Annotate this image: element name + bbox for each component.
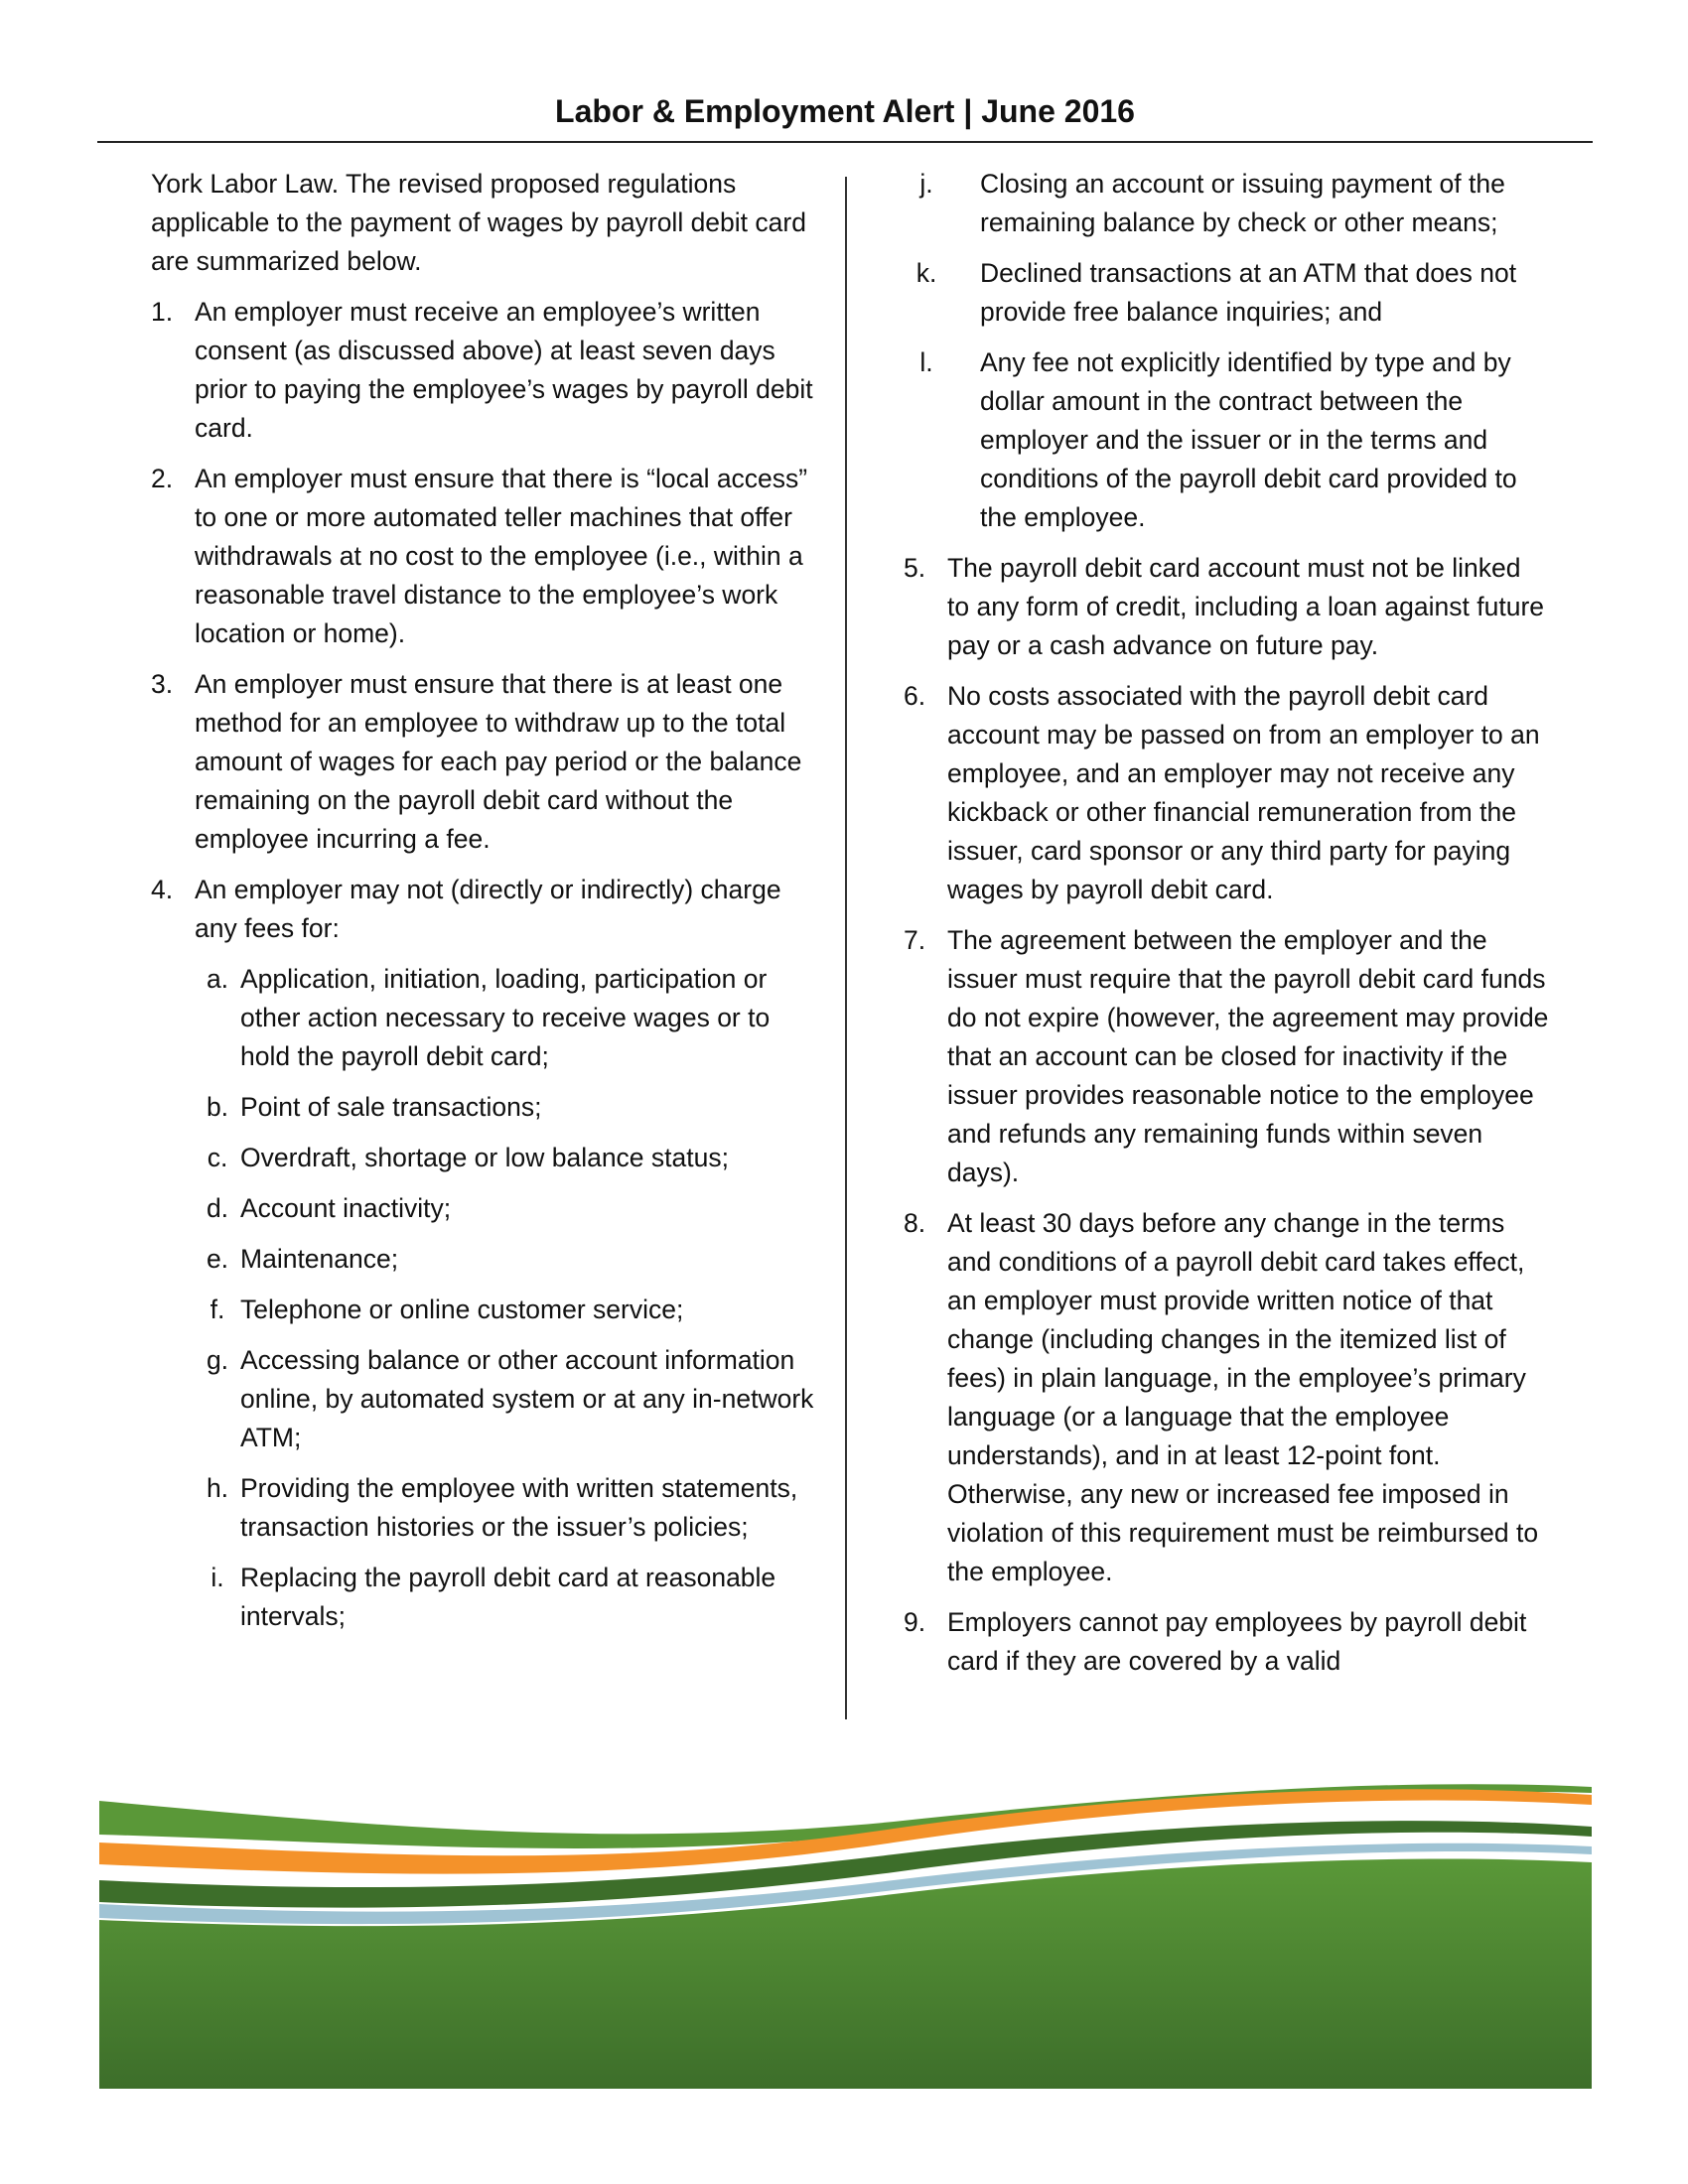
list-number: 3. xyxy=(151,669,174,699)
sublist-text: Point of sale transactions; xyxy=(240,1092,542,1122)
sublist-text: Accessing balance or other account information online, by automated system or at any in-network ATM; xyxy=(240,1345,814,1452)
list-text: No costs associated with the payroll debit card account may be passed on from an employer to an employee, and an employer may not receive any kickback or other financial remuneration from the issuer, card sponsor or any third party for paying wages by payroll debit card. xyxy=(947,681,1540,904)
list-text: Employers cannot pay employees by payroll debit card if they are covered by a valid xyxy=(947,1607,1527,1676)
list-text: The payroll debit card account must not be linked to any form of credit, including a loan against future pay or a cash advance on future pay. xyxy=(947,553,1545,660)
sublist-text: Application, initiation, loading, participation or other action necessary to receive wages or to hold the payroll debit card; xyxy=(240,964,771,1071)
list-text: The agreement between the employer and the issuer must require that the payroll debit card funds do not expire (however, the agreement may provide that an account can be closed for inactivity if the issuer provides reasonable notice to the employee and refunds any remaining funds within seven days). xyxy=(947,925,1549,1187)
list-number: 4. xyxy=(151,875,174,904)
sublist-letter: g. xyxy=(206,1345,229,1375)
sublist-letter: b. xyxy=(206,1092,229,1122)
sublist-letter: j. xyxy=(919,169,933,199)
sublist-text: Replacing the payroll debit card at reasonable intervals; xyxy=(240,1563,776,1631)
list-number: 6. xyxy=(904,681,926,711)
sublist-letter: e. xyxy=(206,1244,229,1274)
list-text: An employer must ensure that there is at least one method for an employee to withdraw up to the total amount of wages for each pay period or the balance remaining on the payroll debit card without the employee incurring a fee. xyxy=(195,669,802,854)
sublist-letter: c. xyxy=(207,1143,228,1172)
sublist-text: Overdraft, shortage or low balance status; xyxy=(240,1143,729,1172)
list-text: An employer must receive an employee’s written consent (as discussed above) at least seven days prior to paying the employee’s wages by payroll debit card. xyxy=(195,297,813,443)
list-text: At least 30 days before any change in the terms and conditions of a payroll debit card takes effect, an employer must provide written notice of that change (including changes in the itemized list of fees) in plain language, in the employee’s primary language (or a language that the employee understands), and in at least 12-point font. Otherwise, any new or increased fee imposed in violation of this requirement must be reimbursed to the employee. xyxy=(947,1208,1539,1586)
sublist-letter: a. xyxy=(206,964,229,994)
sublist-text: Maintenance; xyxy=(240,1244,399,1274)
list-number: 1. xyxy=(151,297,174,327)
list-text: An employer must ensure that there is “local access” to one or more automated teller machines that offer withdrawals at no cost to the employee (i.e., within a reasonable travel distance to the employee’s work location or home). xyxy=(195,464,808,648)
sublist-letter: i. xyxy=(211,1563,224,1592)
sublist-text: Declined transactions at an ATM that does not provide free balance inquiries; and xyxy=(980,258,1517,327)
sublist-letter: l. xyxy=(919,347,933,377)
list-number: 7. xyxy=(904,925,926,955)
list-text-content: An employer may not (directly or indirectly) charge any fees for: xyxy=(195,875,781,943)
sublist-letter: f. xyxy=(210,1295,225,1324)
intro-paragraph: York Labor Law. The revised proposed regulations applicable to the payment of wages by payroll debit card are summarized below. xyxy=(151,169,806,276)
list-number: 8. xyxy=(904,1208,926,1238)
list-number: 5. xyxy=(904,553,926,583)
sublist-letter: d. xyxy=(206,1193,229,1223)
sublist-text: Providing the employee with written statements, transaction histories or the issuer’s policies; xyxy=(240,1473,798,1542)
sublist-letter: k. xyxy=(915,258,937,288)
sublist-text: Account inactivity; xyxy=(240,1193,452,1223)
sublist-text: Any fee not explicitly identified by type and by dollar amount in the contract between the employer and the issuer or in the terms and conditions of the payroll debit card provided to the employee. xyxy=(980,347,1517,532)
sublist-text: Closing an account or issuing payment of the remaining balance by check or other means; xyxy=(980,169,1505,237)
page-header-title: Labor & Employment Alert | June 2016 xyxy=(555,93,1135,129)
sublist-letter: h. xyxy=(206,1473,229,1503)
list-number: 2. xyxy=(151,464,174,493)
sublist-text: Telephone or online customer service; xyxy=(240,1295,684,1324)
list-number: 9. xyxy=(904,1607,926,1637)
